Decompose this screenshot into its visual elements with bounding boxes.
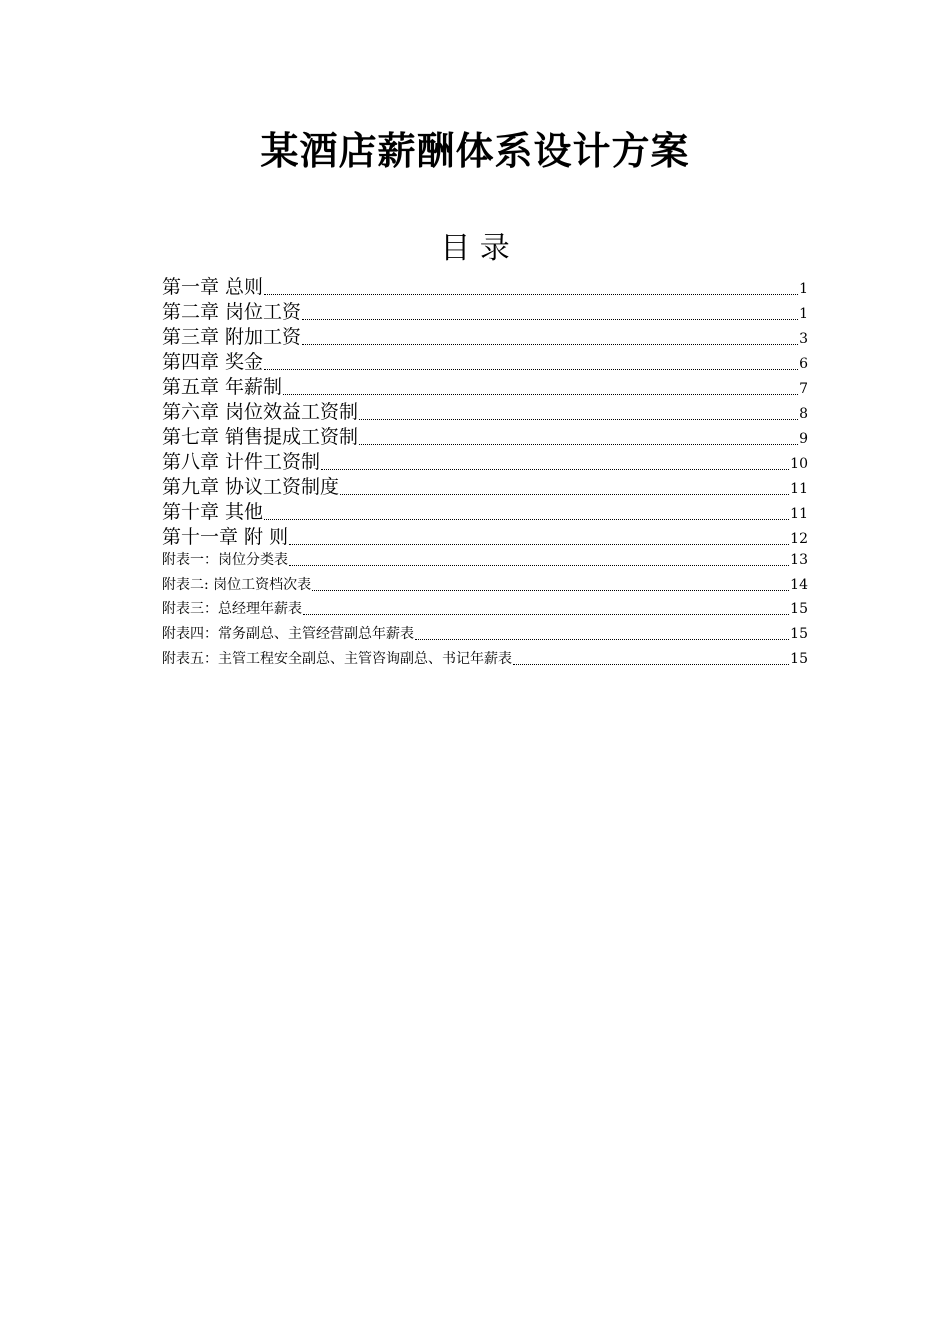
toc-entry[interactable]: [162, 425, 808, 450]
toc-leader-dots: [289, 544, 789, 545]
toc-entry-label: 附表四：常务副总、主管经营副总年薪表: [162, 626, 414, 642]
toc-entry-label: 第十一章 附 则: [162, 526, 289, 548]
toc-entry[interactable]: [162, 350, 808, 375]
toc-entry-page: 15: [790, 626, 808, 642]
toc-entry-page: 1: [799, 281, 808, 297]
toc-leader-dots: [415, 639, 789, 640]
toc-entry[interactable]: [162, 649, 808, 669]
toc-leader-dots: [312, 590, 789, 591]
toc-entry-label: 第一章 总则: [162, 276, 264, 298]
toc-entry-page: 8: [799, 406, 808, 422]
toc-entry-page: 11: [790, 506, 808, 522]
toc-entry[interactable]: [162, 500, 808, 525]
toc-entry-label: 附表一：岗位分类表: [162, 552, 288, 568]
toc-entry-label: 附表三：总经理年薪表: [162, 601, 302, 617]
toc-leader-dots: [302, 344, 798, 345]
toc-heading: 目 录: [440, 231, 510, 266]
toc-leader-dots: [340, 494, 789, 495]
toc-entry[interactable]: [162, 624, 808, 644]
toc-leader-dots: [264, 519, 789, 520]
toc-entry-label: 第七章 销售提成工资制: [162, 426, 359, 448]
toc-entry-page: 11: [790, 481, 808, 497]
toc-leader-dots: [359, 444, 798, 445]
toc-entry[interactable]: [162, 575, 808, 595]
toc-entry-label: 第八章 计件工资制: [162, 451, 321, 473]
toc-entry[interactable]: [162, 275, 808, 300]
toc-entry-label: 第三章 附加工资: [162, 326, 302, 348]
toc-entry-page: 3: [799, 331, 808, 347]
toc-leader-dots: [321, 469, 789, 470]
document-title: 某酒店薪酬体系设计方案: [260, 129, 690, 173]
toc-entry-page: 13: [790, 552, 808, 568]
toc-entry-label: 附表二: 岗位工资档次表: [162, 577, 312, 593]
toc-entry-page: 12: [790, 531, 808, 547]
toc-entry-label: 第六章 岗位效益工资制: [162, 401, 359, 423]
toc-entry-label: 第四章 奖金: [162, 351, 264, 373]
toc-entry-page: 9: [799, 431, 808, 447]
toc-entry-label: 第五章 年薪制: [162, 376, 283, 398]
toc-leader-dots: [303, 614, 789, 615]
toc-entry[interactable]: [162, 550, 808, 570]
toc-leader-dots: [289, 565, 789, 566]
toc-leader-dots: [264, 369, 798, 370]
toc-entry-page: 15: [790, 651, 808, 667]
toc-entry-label: 附表五：主管工程安全副总、主管咨询副总、书记年薪表: [162, 651, 512, 667]
toc-entry-label: 第十章 其他: [162, 501, 264, 523]
toc-leader-dots: [359, 419, 798, 420]
toc-entry-label: 第二章 岗位工资: [162, 301, 302, 323]
toc-entry[interactable]: [162, 325, 808, 350]
toc-leader-dots: [283, 394, 798, 395]
toc-entry[interactable]: [162, 599, 808, 619]
toc-leader-dots: [513, 664, 789, 665]
toc-entry-page: 10: [790, 456, 808, 472]
toc-entry-page: 1: [799, 306, 808, 322]
toc-entry[interactable]: [162, 450, 808, 475]
toc-leader-dots: [302, 319, 798, 320]
toc-entry-page: 15: [790, 601, 808, 617]
toc-leader-dots: [264, 294, 798, 295]
toc-entry[interactable]: [162, 400, 808, 425]
toc-entry[interactable]: [162, 375, 808, 400]
toc-entry[interactable]: [162, 525, 808, 550]
toc-entry-label: 第九章 协议工资制度: [162, 476, 340, 498]
toc-entry[interactable]: [162, 475, 808, 500]
toc-entry-page: 6: [799, 356, 808, 372]
toc-entry-page: 7: [799, 381, 808, 397]
toc-entry[interactable]: [162, 300, 808, 325]
toc-entry-page: 14: [790, 577, 808, 593]
